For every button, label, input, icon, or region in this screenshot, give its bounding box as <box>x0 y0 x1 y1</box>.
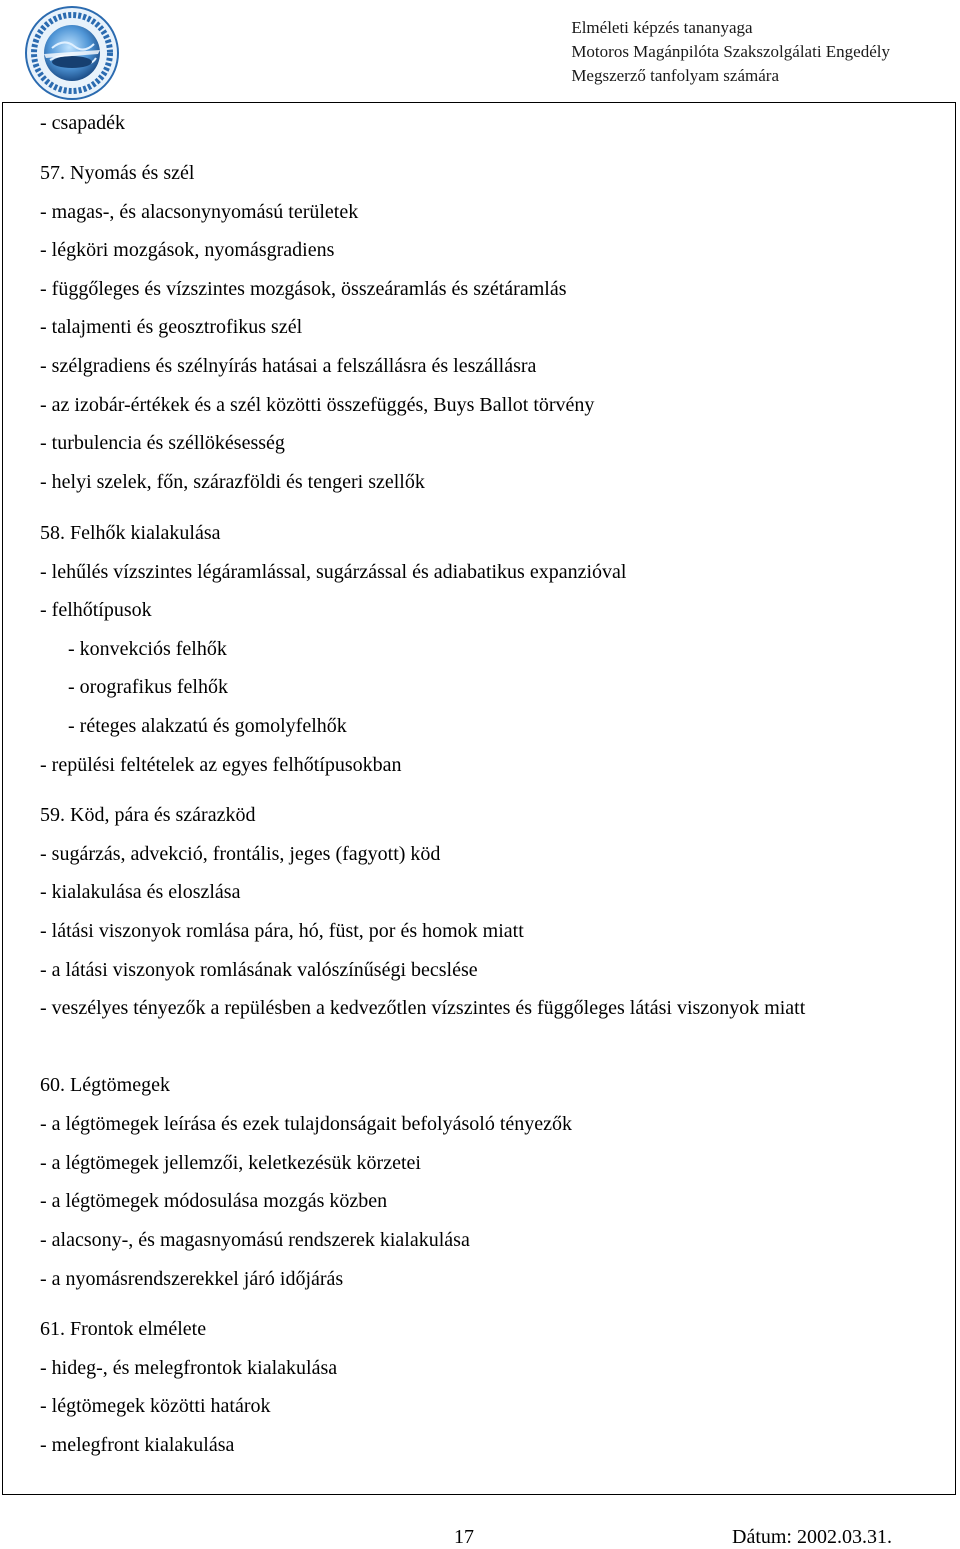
list-item: - alacsony-, és magasnyomású rendszerek kialakulása <box>40 1229 470 1251</box>
list-item: - légtömegek közötti határok <box>40 1395 271 1417</box>
list-item: - repülési feltételek az egyes felhőtípusokban <box>40 754 402 776</box>
section-heading-61: 61. Frontok elmélete <box>40 1318 207 1340</box>
list-item: - szélgradiens és szélnyírás hatásai a felszállásra és leszállásra <box>40 355 537 377</box>
list-item: - kialakulása és eloszlása <box>40 881 241 903</box>
list-item: - sugárzás, advekció, frontális, jeges (fagyott) köd <box>40 843 441 865</box>
list-item: - légköri mozgások, nyomásgradiens <box>40 239 335 261</box>
list-item: - a látási viszonyok romlásának valószínűségi becslése <box>40 959 478 981</box>
document-date: Dátum: 2002.03.31. <box>732 1526 892 1548</box>
list-item: - csapadék <box>40 112 125 134</box>
sub-list-item: - konvekciós felhők <box>68 638 227 660</box>
list-item: - helyi szelek, főn, szárazföldi és tengeri szellők <box>40 471 425 493</box>
list-item: - a légtömegek jellemzői, keletkezésük körzetei <box>40 1152 421 1174</box>
page-number: 17 <box>454 1526 474 1548</box>
list-item: - a légtömegek módosulása mozgás közben <box>40 1190 388 1212</box>
school-seal-globe-icon <box>14 4 130 102</box>
list-item: - turbulencia és széllökésesség <box>40 432 285 454</box>
list-item: - lehűlés vízszintes légáramlással, sugárzással és adiabatikus expanzióval <box>40 561 627 583</box>
list-item: - függőleges és vízszintes mozgások, összeáramlás és szétáramlás <box>40 278 567 300</box>
sub-list-item: - orografikus felhők <box>68 676 228 698</box>
list-item: - felhőtípusok <box>40 599 152 621</box>
list-item: - veszélyes tényezők a repülésben a kedvezőtlen vízszintes és függőleges látási viszonyok miatt <box>40 997 806 1019</box>
list-item: - magas-, és alacsonynyomású területek <box>40 201 359 223</box>
header-line-2: Motoros Magánpilóta Szakszolgálati Engedély <box>571 42 890 61</box>
list-item: - hideg-, és melegfrontok kialakulása <box>40 1357 338 1379</box>
section-heading-60: 60. Légtömegek <box>40 1074 170 1096</box>
list-item: - látási viszonyok romlása pára, hó, füst, por és homok miatt <box>40 920 524 942</box>
list-item: - a légtömegek leírása és ezek tulajdonságait befolyásoló tényezők <box>40 1113 573 1135</box>
section-heading-57: 57. Nyomás és szél <box>40 162 195 184</box>
list-item: - melegfront kialakulása <box>40 1434 235 1456</box>
sub-list-item: - réteges alakzatú és gomolyfelhők <box>68 715 347 737</box>
header-line-1: Elméleti képzés tananyaga <box>571 18 753 37</box>
list-item: - talajmenti és geosztrofikus szél <box>40 316 303 338</box>
list-item: - az izobár-értékek és a szél közötti összefüggés, Buys Ballot törvény <box>40 394 595 416</box>
list-item: - a nyomásrendszerekkel járó időjárás <box>40 1268 344 1290</box>
document-header <box>571 16 890 88</box>
section-heading-59: 59. Köd, pára és szárazköd <box>40 804 256 826</box>
header-line-3: Megszerző tanfolyam számára <box>571 66 779 85</box>
school-logo <box>14 4 130 102</box>
section-heading-58: 58. Felhők kialakulása <box>40 522 221 544</box>
